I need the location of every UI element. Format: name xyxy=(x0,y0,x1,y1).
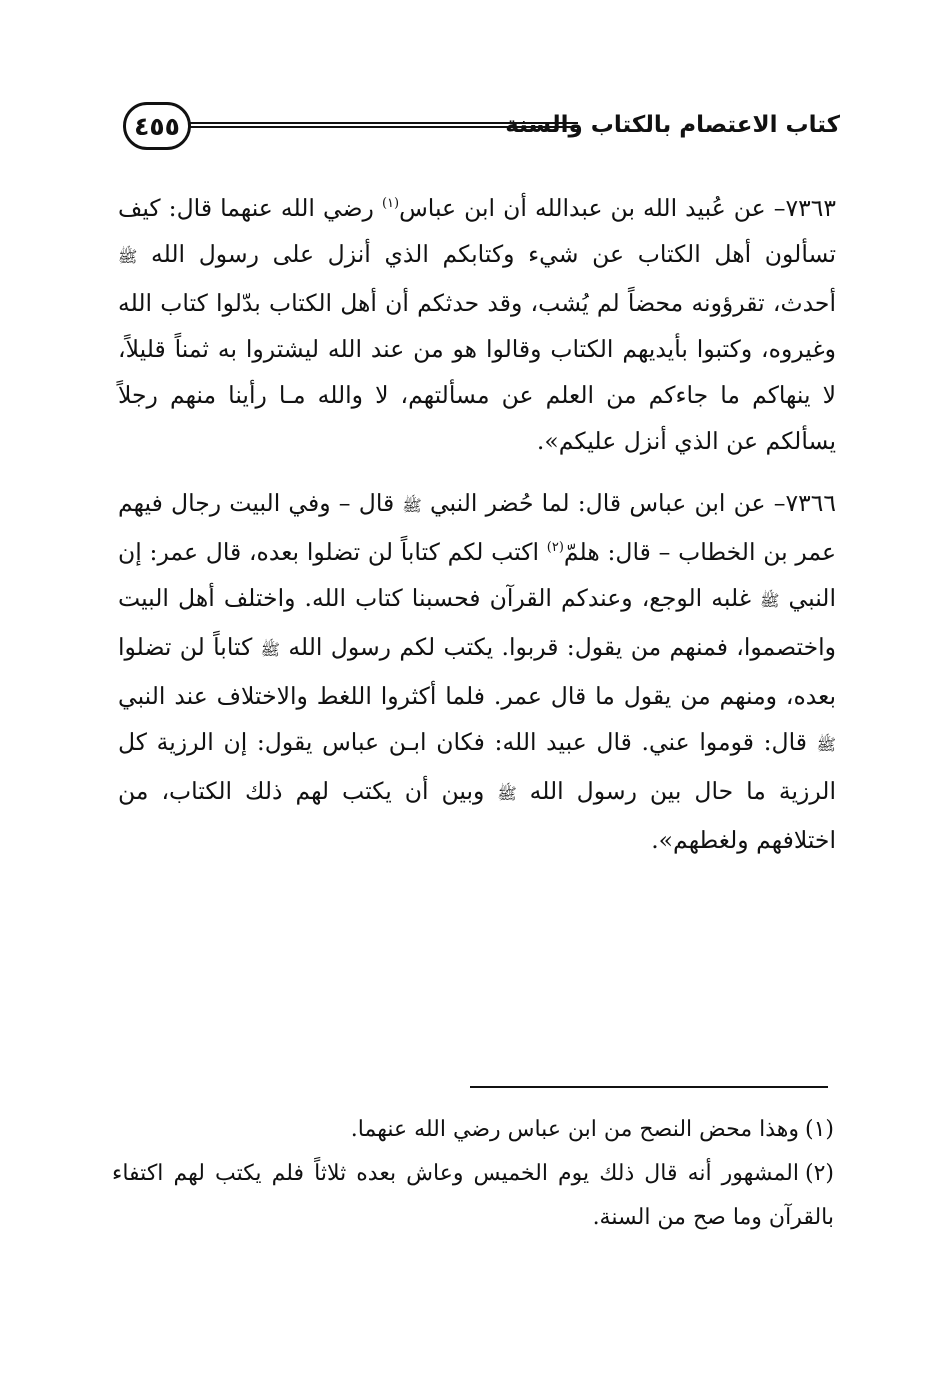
hadith-7363 xyxy=(118,185,836,464)
footnote-reference[interactable]: (١) xyxy=(381,196,400,212)
hadith-text: قال: قوموا عني. قال عبيد الله: فكان ابـن عباس يقول: إن الرزية كل الرزية ما حال بين رسول الله xyxy=(118,728,836,805)
hadith-text: – عن عُبيد الله بن عبدالله أن ابن عباس xyxy=(399,194,786,222)
footnote-1 xyxy=(112,1108,834,1152)
salutation-glyph: ﷺ xyxy=(402,496,422,515)
hadith-text: أحدث، تقرؤونه محضاً لم يُشب، وقد حدثكم أن أهل الكتاب بدّلوا كتاب الله وغيروه، وكتبوا بأيديهم الكتاب وقالوا هو من عند الله ليشتروا به ثمناً قليلاً، لا ينهاكم ما جاءكم من العلم عن مسألتهم، لا والله مـا رأينا منهم رجلاً يسألكم عن الذي أنزل عليكم». xyxy=(118,289,836,455)
hadith-text: قال – وفي البيت رجال فيهم عمر بن الخطاب – قال: هلمّ xyxy=(118,489,836,566)
salutation-glyph: ﷺ xyxy=(816,735,836,754)
footnote-2 xyxy=(112,1152,834,1240)
hadith-number: ٧٣٦٣ xyxy=(785,194,836,222)
chapter-title: كتاب الاعتصام بالكتاب والسنة xyxy=(505,112,840,138)
header-double-rule xyxy=(189,122,578,128)
hadith-number: ٧٣٦٦ xyxy=(785,489,837,517)
salutation-glyph: ﷺ xyxy=(760,591,780,610)
main-text xyxy=(118,185,836,879)
footnote-reference[interactable]: (٢) xyxy=(546,540,564,556)
hadith-text: غلبه الوجع، وعندكم القرآن فحسبنا كتاب الله. واختلف أهل البيت واختصموا، فمنهم من يقول: قربوا. يكتب لكم رسول الله xyxy=(118,584,836,661)
hadith-text: كتاباً لن تضلوا بعده، ومنهم من يقول ما قال عمر. فلما أكثروا اللغط والاختلاف عند النبي xyxy=(118,633,836,710)
page-number: ٤٥٥ xyxy=(134,111,180,141)
footnotes xyxy=(112,1108,834,1240)
hadith-text: رضي الله عنهما قال: كيف تسألون أهل الكتاب عن شيء وكتابكم الذي أنزل على رسول الله xyxy=(118,194,836,268)
hadith-text: – عن ابن عباس قال: لما حُضر النبي xyxy=(421,489,786,517)
footnote-text: المشهور أنه قال ذلك يوم الخميس وعاش بعده ثلاثاً فلم يكتب لهم اكتفاء بالقرآن وما صح من السنة. xyxy=(112,1161,834,1230)
hadith-7366 xyxy=(118,480,836,863)
salutation-glyph: ﷺ xyxy=(260,640,280,659)
salutation-glyph: ﷺ xyxy=(497,784,517,803)
page-number-frame xyxy=(123,102,191,150)
running-header xyxy=(115,100,840,160)
hadith-text: وبين أن يكتب لهم ذلك الكتاب، من اختلافهم ولغطهم». xyxy=(118,777,836,854)
footnote-separator xyxy=(470,1086,828,1088)
footnote-text: وهذا محض النصح من ابن عباس رضي الله عنهما. xyxy=(350,1117,799,1142)
salutation-glyph: ﷺ xyxy=(118,247,138,266)
footnote-marker: (٢) xyxy=(804,1161,834,1186)
footnote-marker: (١) xyxy=(804,1117,834,1142)
hadith-text: اكتب لكم كتاباً لن تضلوا بعده، قال عمر: إن النبي xyxy=(118,538,836,612)
